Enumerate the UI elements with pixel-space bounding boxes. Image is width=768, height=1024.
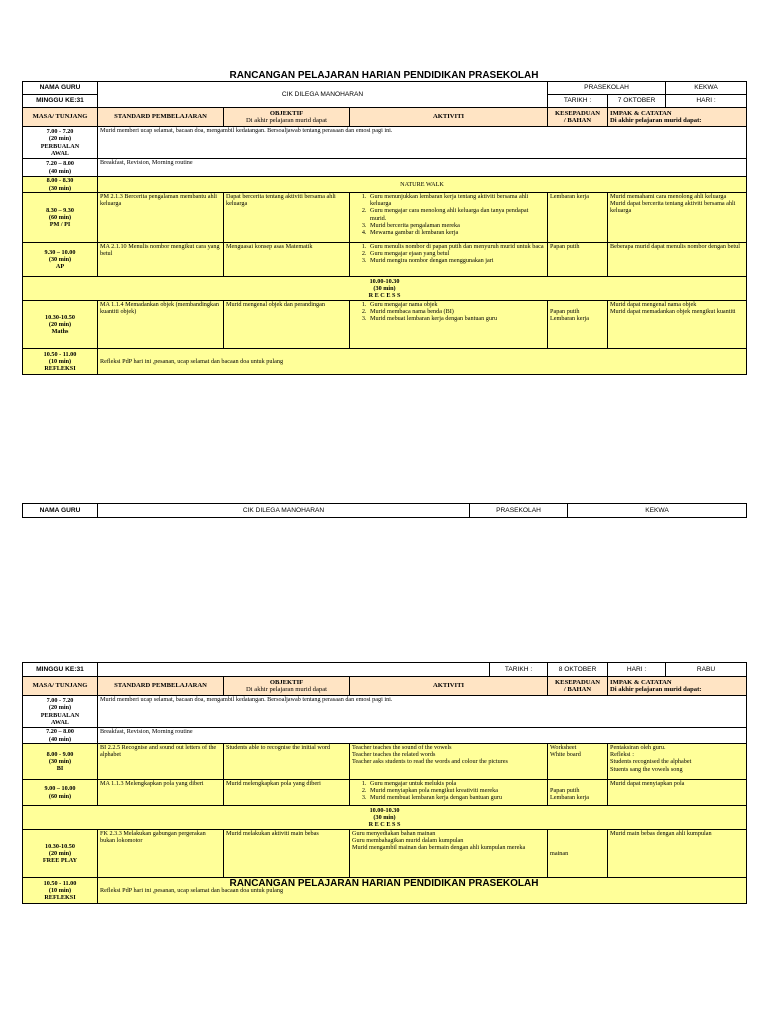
hari-label: HARI :: [666, 95, 747, 108]
minggu-label: MINGGU KE:31: [23, 95, 98, 108]
bahan-text: mainan: [548, 830, 608, 878]
time-slot: 7.20 – 8.00 (40 min): [23, 728, 98, 744]
page-title-bottom: RANCANGAN PELAJARAN HARIAN PENDIDIKAN PRASEKOLAH: [229, 878, 539, 889]
recess-row: 10.00-10.30 (30 min) R E C E S S: [23, 277, 747, 301]
bahan-text: Lembaran kerja: [548, 193, 608, 243]
time-slot: 8.00 - 8.30 (30 min): [23, 177, 98, 193]
objektif-text: Murid melakukan aktiviti main bebas: [224, 830, 350, 878]
col-masa: MASA/ TUNJANG: [23, 677, 98, 696]
guru-name: CIK DILEGA MANOHARAN: [98, 82, 548, 108]
activity-text: Murid memberi ucap selamat, bacaan doa, mengambil kedatangan. Bersoaljawab tentang perasaan dan emosi pagi ini.: [98, 127, 747, 159]
tarikh-value: 8 OKTOBER: [548, 663, 608, 677]
kelas-name: KEKWA: [666, 82, 747, 95]
activity-text: NATURE WALK: [98, 177, 747, 193]
col-standard: STANDARD PEMBELAJARAN: [98, 677, 224, 696]
time-slot: 8.00 - 9.00 (30 min) BI: [23, 744, 98, 780]
prasekolah-label: PRASEKOLAH: [548, 82, 666, 95]
col-standard: STANDARD PEMBELAJARAN: [98, 108, 224, 127]
bahan-text: Papan putih: [548, 243, 608, 277]
aktiviti-list: 1. Guru mengajar untuk melukis pola 2. Murid menyiapkan pola mengikut kreativiti mereka 3. Murid membuat lembaran kerja dengan bantuan guru: [350, 780, 548, 806]
impak-text: Pentaksiran oleh guru. Refleksi : Students recognised the alphabet Stuents sang the vowels song: [608, 744, 747, 780]
standard-text: MA 1.1.3 Melengkapkan pola yang diberi: [98, 780, 224, 806]
nama-guru-label: NAMA GURU: [23, 504, 98, 518]
tarikh-value: 7 OKTOBER: [608, 95, 666, 108]
col-aktiviti: AKTIVITI: [350, 677, 548, 696]
impak-text: Beberapa murid dapat menulis nombor dengan betul: [608, 243, 747, 277]
tarikh-label: TARIKH :: [548, 95, 608, 108]
aktiviti-text: Teacher teaches the sound of the vowels Teacher teaches the related words Teacher asks students to read the words and colour the pictures: [350, 744, 548, 780]
col-impak: IMPAK & CATATAN Di akhir pelajaran murid dapat:: [608, 108, 747, 127]
lesson-plan-day1: [22, 81, 746, 375]
hari-label: HARI :: [608, 663, 666, 677]
time-slot: 10.50 - 11.00 (10 min) REFLEKSI: [23, 878, 98, 904]
standard-text: FK 2.3.3 Melakukan gabungan pergerakan bukan lokomotor: [98, 830, 224, 878]
activity-text: Murid memberi ucap selamat, bacaan doa, mengambil kedatangan. Bersoaljawab tentang perasaan dan emosi pagi ini.: [98, 696, 747, 728]
col-kesepaduan: KESEPADUAN / BAHAN: [548, 108, 608, 127]
objektif-text: Murid melengkapkan pola yang diberi: [224, 780, 350, 806]
col-impak: IMPAK & CATATAN Di akhir pelajaran murid dapat:: [608, 677, 747, 696]
standard-text: PM 2.1.3 Bercerita pengalaman membantu ahli keluarga: [98, 193, 224, 243]
col-masa: MASA/ TUNJANG: [23, 108, 98, 127]
bahan-text: Worksheet White board: [548, 744, 608, 780]
time-slot: 8.30 – 9.30 (60 min) PM / PI: [23, 193, 98, 243]
lesson-plan-day2: [22, 662, 746, 904]
aktiviti-text: Guru menyediakan bahan mainan Guru membahagikan murid dalam kumpulan Murid mengambil mainan dan bermain dengan ahli kumpulan mereka: [350, 830, 548, 878]
time-slot: 10.30-10.50 (20 min) FREE PLAY: [23, 830, 98, 878]
time-slot: 10.30-10.50 (20 min) Maths: [23, 301, 98, 349]
aktiviti-list: 1. Guru mengajar nama objek 2. Murid membaca nama benda (BI) 3. Murid mebuat lembaran kerja dengan bantuan guru: [350, 301, 548, 349]
impak-text: Murid main bebas dengan ahli kumpulan: [608, 830, 747, 878]
time-slot: 7.20 – 8.00 (40 min): [23, 159, 98, 177]
aktiviti-list: 1. Guru menulis nombor di papan putih dan menyuruh murid untuk baca 2. Guru mengajar ejaan yang betul 3. Murid mengira nombor dengan menggunakan jari: [350, 243, 548, 277]
minggu-label: MINGGU KE:31: [23, 663, 98, 677]
objektif-text: Menguasai konsep asas Matematik: [224, 243, 350, 277]
col-kesepaduan: KESEPADUAN / BAHAN: [548, 677, 608, 696]
page-title: RANCANGAN PELAJARAN HARIAN PENDIDIKAN PRASEKOLAH: [229, 70, 539, 81]
time-slot: 10.50 - 11.00 (10 min) REFLEKSI: [23, 349, 98, 375]
time-slot: 9.30 – 10.00 (30 min) AP: [23, 243, 98, 277]
objektif-text: Students able to recognise the initial word: [224, 744, 350, 780]
guru-name: CIK DILEGA MANOHARAN: [98, 504, 470, 518]
tarikh-label: TARIKH :: [490, 663, 548, 677]
kelas-name: KEKWA: [568, 504, 747, 518]
time-slot: 7.00 - 7.20 (20 min) PERBUALAN AWAL: [23, 127, 98, 159]
bahan-text: Papan putih Lembaran kerja: [548, 301, 608, 349]
activity-text: Refleksi PdP hari ini ,pesanan, ucap selamat dan bacaan doa untuk pulang: [98, 349, 747, 375]
standard-text: BI 2.2.5 Recognise and sound out letters of the alphabet: [98, 744, 224, 780]
col-aktiviti: AKTIVITI: [350, 108, 548, 127]
page2-header: [22, 503, 746, 518]
objektif-text: Dapat bercerita tentang aktiviti bersama ahli keluarga: [224, 193, 350, 243]
activity-text: Refleksi PdP hari ini ,pesanan, ucap selamat dan bacaan doa untuk pulang: [98, 878, 747, 904]
col-objektif: OBJEKTIF Di akhir pelajaran murid dapat: [224, 108, 350, 127]
impak-text: Murid dapat menyiapkan pola: [608, 780, 747, 806]
standard-text: MA 1.1.4 Memadankan objek (membandingkan kuantiti objek): [98, 301, 224, 349]
prasekolah-label: PRASEKOLAH: [470, 504, 568, 518]
standard-text: MA 2.1.10 Menulis nombor mengikut cara yang betul: [98, 243, 224, 277]
recess-row: 10.00-10.30 (30 min) R E C E S S: [23, 806, 747, 830]
activity-text: Breakfast, Revision, Morning routine: [98, 728, 747, 744]
time-slot: 7.00 - 7.20 (20 min) PERBUALAN AWAL: [23, 696, 98, 728]
time-slot: 9.00 – 10.00 (60 min): [23, 780, 98, 806]
impak-text: Murid memahami cara menolong ahli keluarga Murid dapat bercerita tentang aktiviti bersama ahli keluarga: [608, 193, 747, 243]
impak-text: Murid dapat mengenal nama objek Murid dapat memadankan objek mengikut kuantiti: [608, 301, 747, 349]
activity-text: Breakfast, Revision, Morning routine: [98, 159, 747, 177]
col-objektif: OBJEKTIF Di akhir pelajaran murid dapat: [224, 677, 350, 696]
aktiviti-list: 1. Guru menunjukkan lembaran kerja tentang aktiviti bersama ahli keluarga 2. Guru mengajar cara menolong ahli keluarga dan tanya pendapat murid. 3. Murid bercerita pengalaman mereka 4. Mewarna gambar di lembaran kerja: [350, 193, 548, 243]
objektif-text: Murid mengenal objek dan perandingan: [224, 301, 350, 349]
hari-value: RABU: [666, 663, 747, 677]
nama-guru-label: NAMA GURU: [23, 82, 98, 95]
bahan-text: Papan putih Lembaran kerja: [548, 780, 608, 806]
